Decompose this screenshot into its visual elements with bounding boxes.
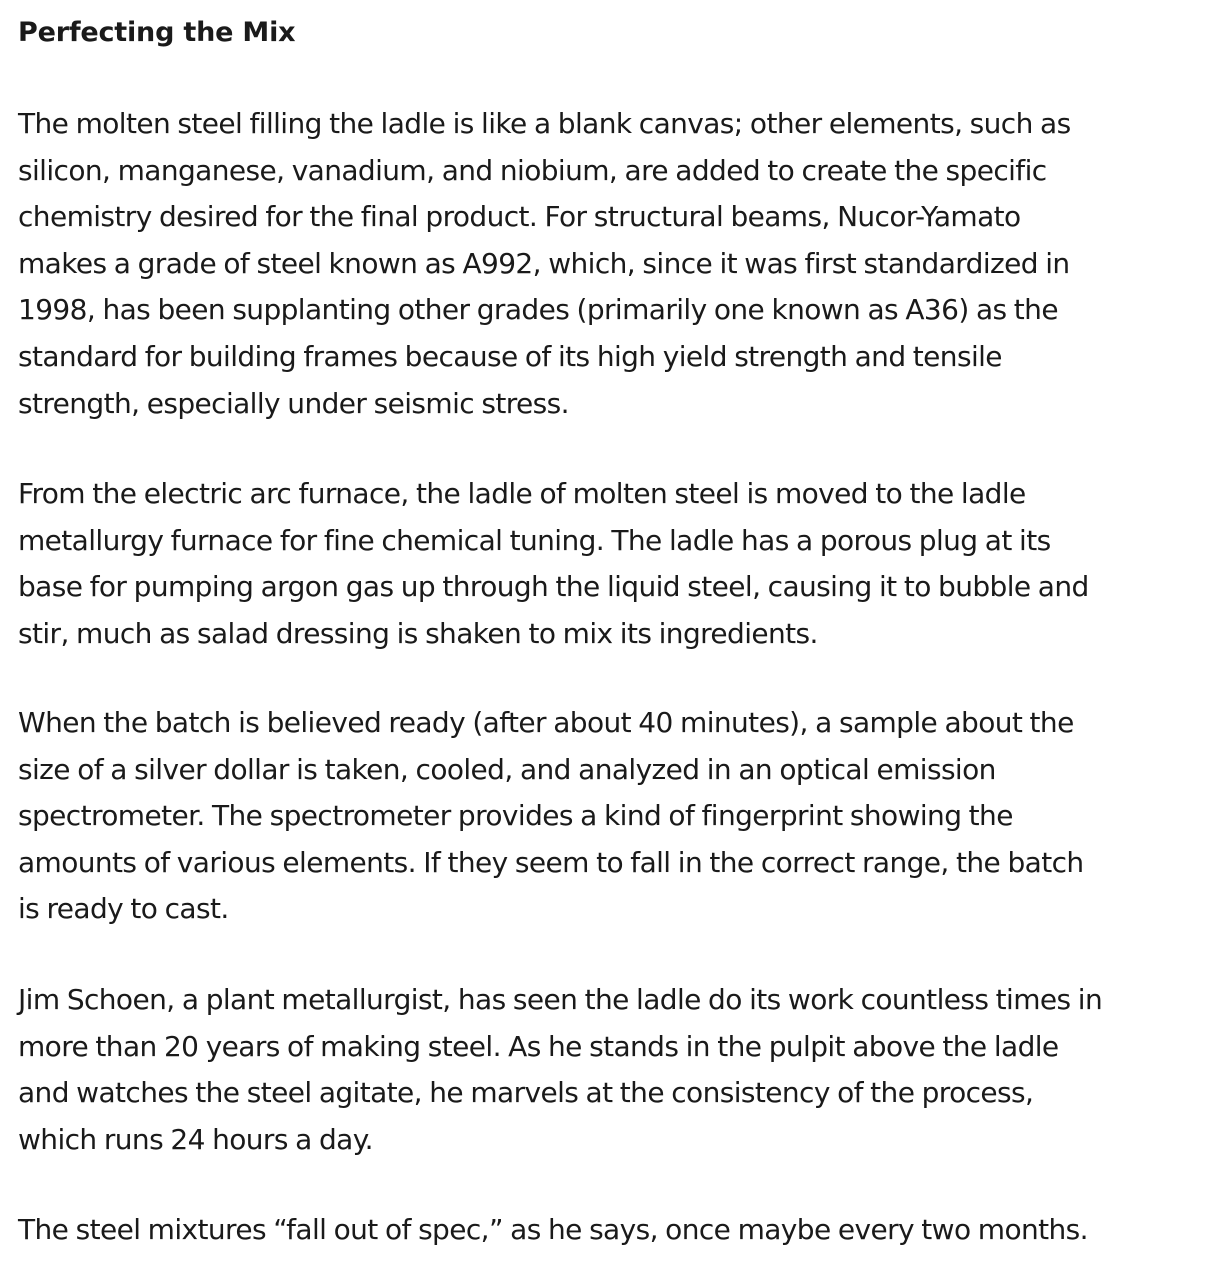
paragraph-line: is ready to cast. xyxy=(18,892,229,926)
paragraph xyxy=(18,471,1089,657)
paragraph xyxy=(18,1207,1088,1254)
paragraph-line: metallurgy furnace for fine chemical tuning. The ladle has a porous plug at its xyxy=(18,523,1051,557)
paragraph xyxy=(18,101,1071,427)
paragraph-line: When the batch is believed ready (after about 40 minutes), a sample about the xyxy=(18,706,1074,739)
paragraph-line: silicon, manganese, vanadium, and niobium, are added to create the specific xyxy=(18,153,1047,187)
paragraph-line: size of a silver dollar is taken, cooled, and analyzed in an optical emission xyxy=(18,752,996,786)
paragraph-line: amounts of various elements. If they seem to fall in the correct range, the batch xyxy=(18,845,1084,879)
paragraph-line: The steel mixtures “fall out of spec,” as he says, once maybe every two months. xyxy=(18,1213,1088,1246)
paragraph-line: more than 20 years of making steel. As he stands in the pulpit above the ladle xyxy=(18,1029,1059,1063)
paragraph-line: base for pumping argon gas up through the liquid steel, causing it to bubble and xyxy=(18,570,1089,604)
paragraph-line: and watches the steel agitate, he marvels at the consistency of the process, xyxy=(18,1076,1034,1110)
paragraph-line: makes a grade of steel known as A992, which, since it was first standardized in xyxy=(18,246,1070,280)
paragraph xyxy=(18,977,1102,1163)
paragraph-line: Jim Schoen, a plant metallurgist, has seen the ladle do its work countless times in xyxy=(18,983,1103,1016)
paragraph-line: standard for building frames because of its high yield strength and tensile xyxy=(18,339,1002,373)
article-heading: Perfecting the Mix xyxy=(18,17,296,48)
paragraph-line: 1998, has been supplanting other grades (primarily one known as A36) as the xyxy=(18,293,1058,327)
paragraph-line: chemistry desired for the final product. For structural beams, Nucor-Yamato xyxy=(18,200,1021,234)
paragraph-line: stir, much as salad dressing is shaken to mix its ingredients. xyxy=(18,616,818,650)
paragraph-line: which runs 24 hours a day. xyxy=(18,1122,373,1156)
paragraph-line: strength, especially under seismic stress. xyxy=(18,386,569,420)
paragraph-line: The molten steel filling the ladle is like a blank canvas; other elements, such as xyxy=(18,107,1071,140)
article xyxy=(18,12,1206,1246)
paragraph-line: spectrometer. The spectrometer provides a kind of fingerprint showing the xyxy=(18,799,1013,833)
paragraph-line: From the electric arc furnace, the ladle of molten steel is moved to the ladle xyxy=(18,477,1026,510)
paragraph xyxy=(18,700,1084,933)
